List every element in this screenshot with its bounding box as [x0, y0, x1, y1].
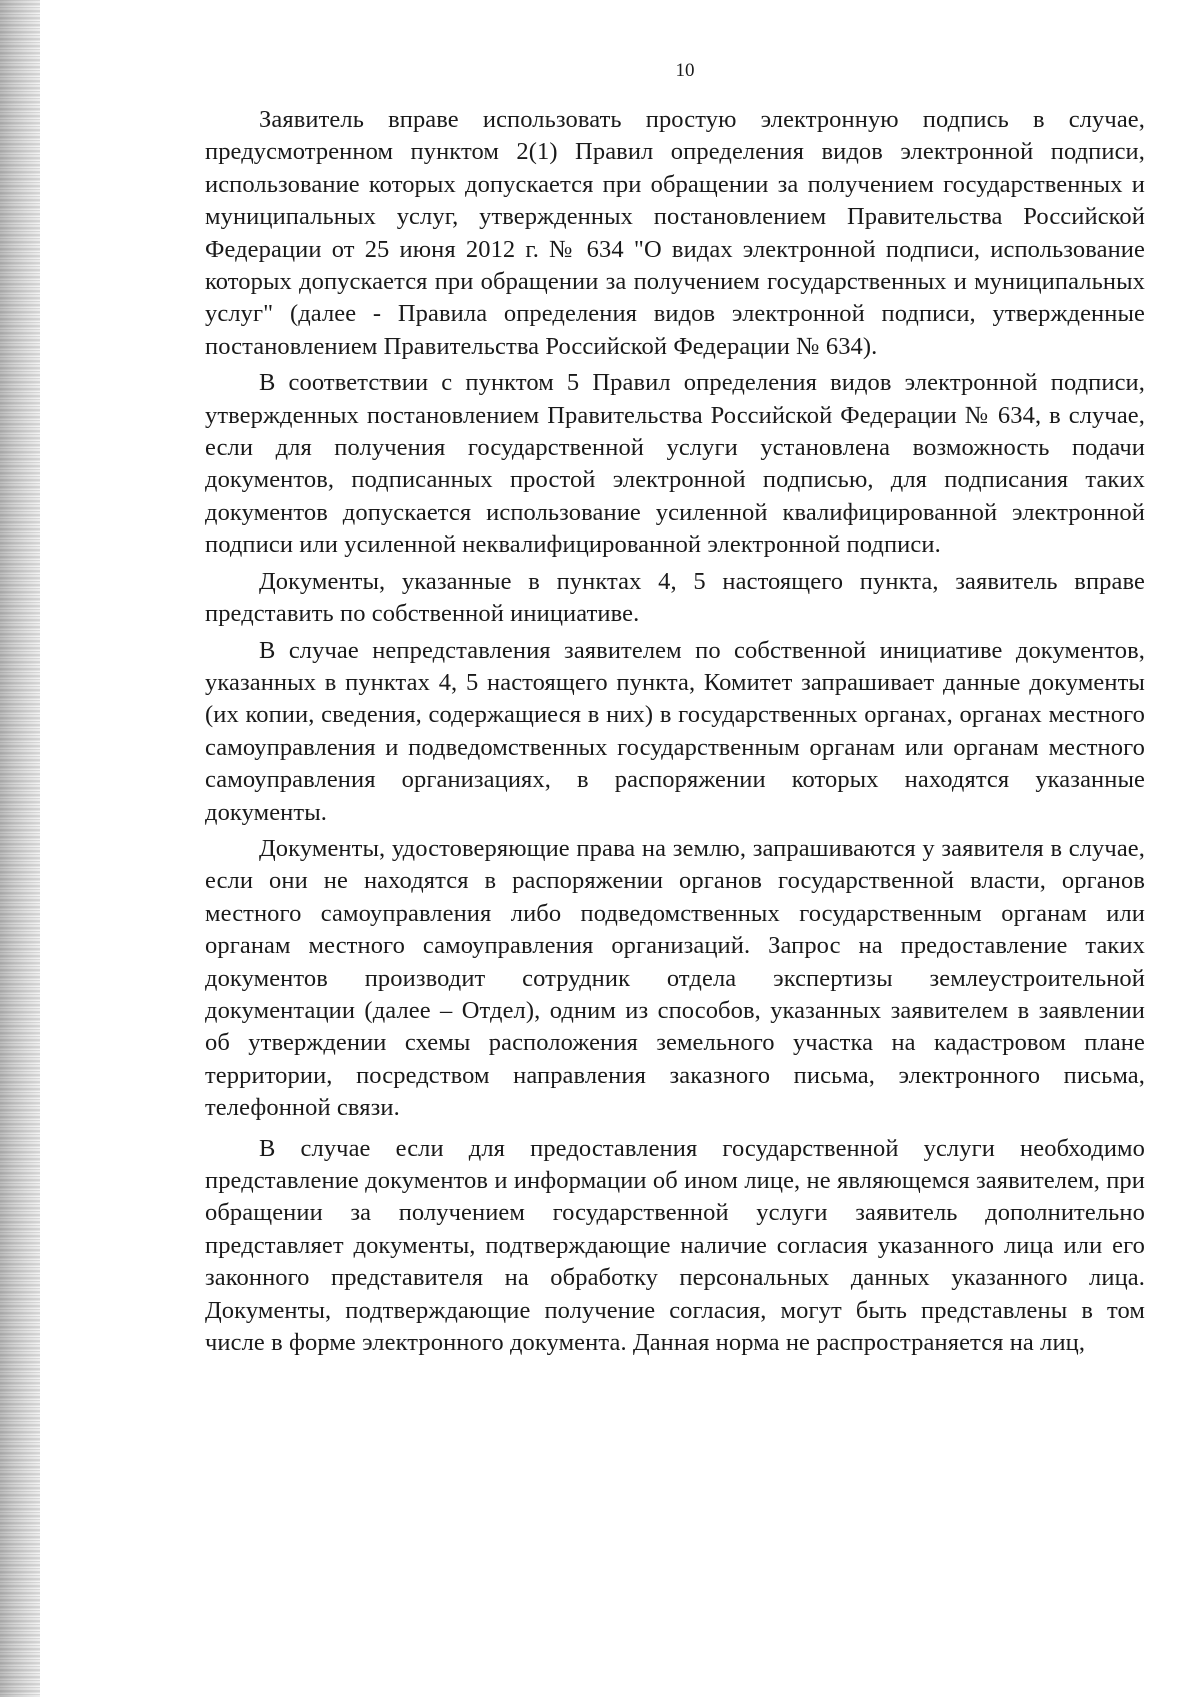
page-number: 10 [675, 60, 695, 81]
scan-edge-shadow [0, 0, 40, 1697]
paragraph-committee-request: В случае непредставления заявителем по собственной инициативе документов, указанных в пунктах 4, 5 настоящего пункта, Комитет запрашивает данные документы (их копии, сведения, содержащиеся в них) в государственных органах, органах местного самоуправления и подведомственных государственным органам или органам местного самоуправления организациях, в распоряжении которых находятся указанные документы. [205, 636, 1145, 826]
paragraph-rule-5: В соответствии с пунктом 5 Правил определения видов электронной подписи, утвержденных постановлением Правительства Российской Федерации № 634, в случае, если для получения государственной услуги установлена возможность подачи документов, подписанных простой электронной подписью, для подписания таких документов допускается использование усиленной квалифицированной электронной подписи или усиленной неквалифицированной электронной подписи. [205, 369, 1145, 559]
paragraph-simple-signature: Заявитель вправе использовать простую электронную подпись в случае, предусмотренном пунктом 2(1) Правил определения видов электронной подписи, использование которых допускается при обращении за получением государственных и муниципальных услуг, утвержденных постановлением Правительства Российской Федерации от 25 июня 2012 г. № 634 "О видах электронной подписи, использование которых допускается при обращении за получением государственных и муниципальных услуг" (далее - Правила определения видов электронной подписи, утвержденные постановлением Правительства Российской Федерации № 634). [205, 106, 1145, 360]
paragraph-land-rights: Документы, удостоверяющие права на землю, запрашиваются у заявителя в случае, если они не находятся в распоряжении органов государственной власти, органов местного самоуправления либо подведомственных государственным органам или органам местного самоуправления организаций. Запрос на предоставление таких документов производит сотрудник отдела экспертизы землеустроительной документации (далее – Отдел), одним из способов, указанных заявителем в заявлении об утверждении схемы расположения земельного участка на кадастровом плане территории, посредством направления заказного письма, электронного письма, телефонной связи. [205, 834, 1145, 1122]
paragraph-own-initiative: Документы, указанные в пунктах 4, 5 настоящего пункта, заявитель вправе представить по собственной инициативе. [205, 567, 1145, 628]
paragraph-third-party-consent: В случае если для предоставления государственной услуги необходимо представление документов и информации об ином лице, не являющемся заявителем, при обращении за получением государственной услуги заявитель дополнительно представляет документы, подтверждающие наличие согласия указанного лица или его законного представителя на обработку персональных данных указанного лица. Документы, подтверждающие получение согласия, могут быть представлены в том числе в форме электронного документа. Данная норма не распространяется на лиц, [205, 1134, 1145, 1357]
document-page [205, 60, 1145, 1359]
